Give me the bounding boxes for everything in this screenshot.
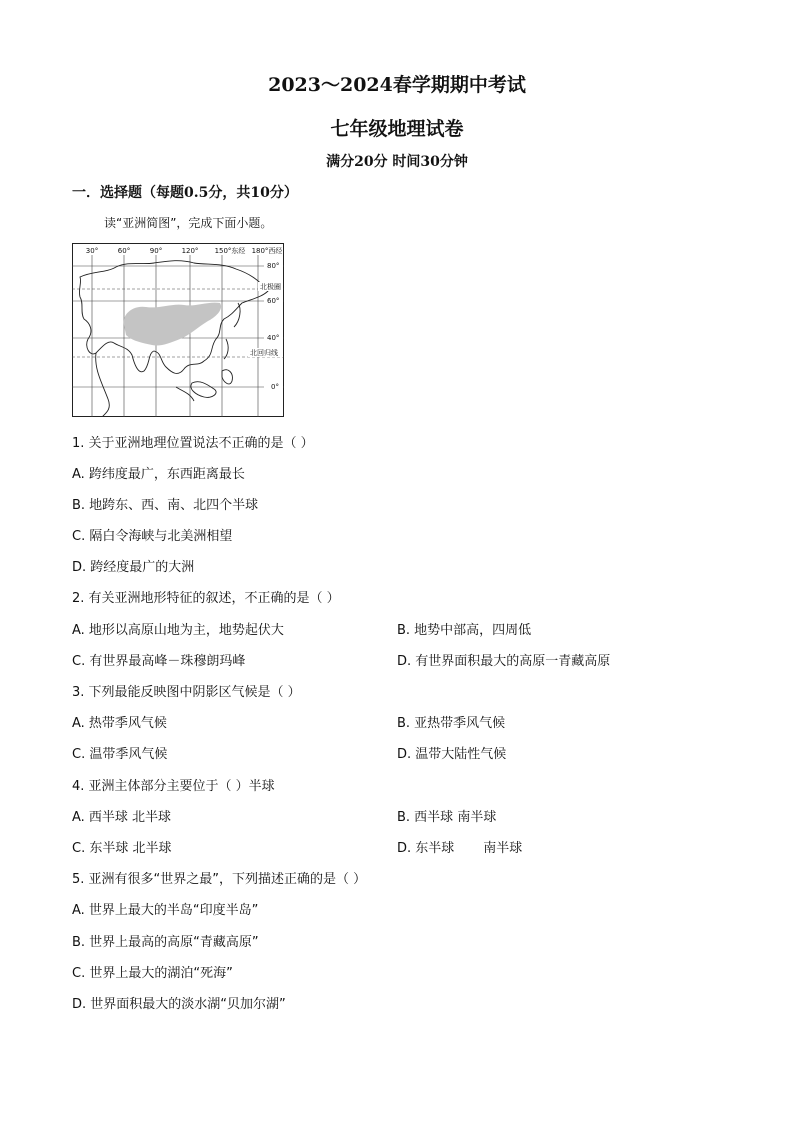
section-title: 一．选择题（每题0.5分，共10分） [72, 185, 298, 201]
section-intro: 读“亚洲简图”，完成下面小题。 [104, 216, 273, 230]
question-1-option-a: A. 跨纬度最广，东西距离最长 [72, 467, 245, 482]
question-2-stem: 2. 有关亚洲地形特征的叙述，不正确的是（ ） [72, 591, 340, 606]
question-5-option-a: A. 世界上最大的半岛“印度半岛” [72, 903, 259, 918]
question-1-option-d: D. 跨经度最广的大洲 [72, 560, 195, 575]
arctic-circle-label: 北极圈 [260, 283, 281, 291]
lon-label: 60° [117, 247, 131, 255]
exam-meta: 满分20分 时间30分钟 [326, 154, 468, 170]
question-4-option-c: C. 东半球 北半球 [72, 841, 172, 856]
lon-label: 90° [149, 247, 163, 255]
question-3-option-b: B. 亚热带季风气候 [397, 716, 506, 731]
question-4-stem: 4. 亚洲主体部分主要位于（ ）半球 [72, 779, 275, 794]
question-5-option-d: D. 世界面积最大的淡水湖“贝加尔湖” [72, 997, 286, 1012]
question-2-option-a: A. 地形以高原山地为主，地势起伏大 [72, 623, 284, 638]
question-4-option-b: B. 西半球 南半球 [397, 810, 497, 825]
question-4-option-d: D. 东半球 南半球 [397, 841, 523, 856]
question-4-option-a: A. 西半球 北半球 [72, 810, 172, 825]
exam-title: 2023～2024春学期期中考试 [268, 74, 526, 96]
question-1-stem: 1. 关于亚洲地理位置说法不正确的是（ ） [72, 436, 314, 451]
question-5-option-b: B. 世界上最高的高原“青藏高原” [72, 935, 259, 950]
exam-subtitle: 七年级地理试卷 [330, 118, 464, 140]
lat-label: 40° [267, 334, 280, 342]
question-3-option-c: C. 温带季风气候 [72, 747, 168, 762]
question-2-option-c: C. 有世界最高峰－珠穆朗玛峰 [72, 654, 246, 669]
lon-label: 120° [181, 247, 199, 255]
lon-label: 30° [85, 247, 99, 255]
question-3-option-d: D. 温带大陆性气候 [397, 747, 507, 762]
question-3-option-a: A. 热带季风气候 [72, 716, 167, 731]
lat-label: 80° [267, 262, 280, 270]
asia-map [72, 243, 284, 417]
lat-label: 0° [271, 383, 279, 391]
lon-label: 180°西经 [251, 247, 283, 255]
question-1-option-c: C. 隔白令海峡与北美洲相望 [72, 529, 233, 544]
tropic-of-cancer-label: 北回归线 [250, 349, 278, 357]
question-2-option-b: B. 地势中部高，四周低 [397, 623, 532, 638]
question-3-stem: 3. 下列最能反映图中阴影区气候是（ ） [72, 685, 301, 700]
lon-label: 150°东经 [214, 247, 246, 255]
question-5-stem: 5. 亚洲有很多“世界之最”，下列描述正确的是（ ） [72, 872, 367, 887]
question-1-option-b: B. 地跨东、西、南、北四个半球 [72, 498, 259, 513]
lat-label: 60° [267, 297, 280, 305]
question-5-option-c: C. 世界上最大的湖泊“死海” [72, 966, 233, 981]
question-2-option-d: D. 有世界面积最大的高原一青藏高原 [397, 654, 611, 669]
